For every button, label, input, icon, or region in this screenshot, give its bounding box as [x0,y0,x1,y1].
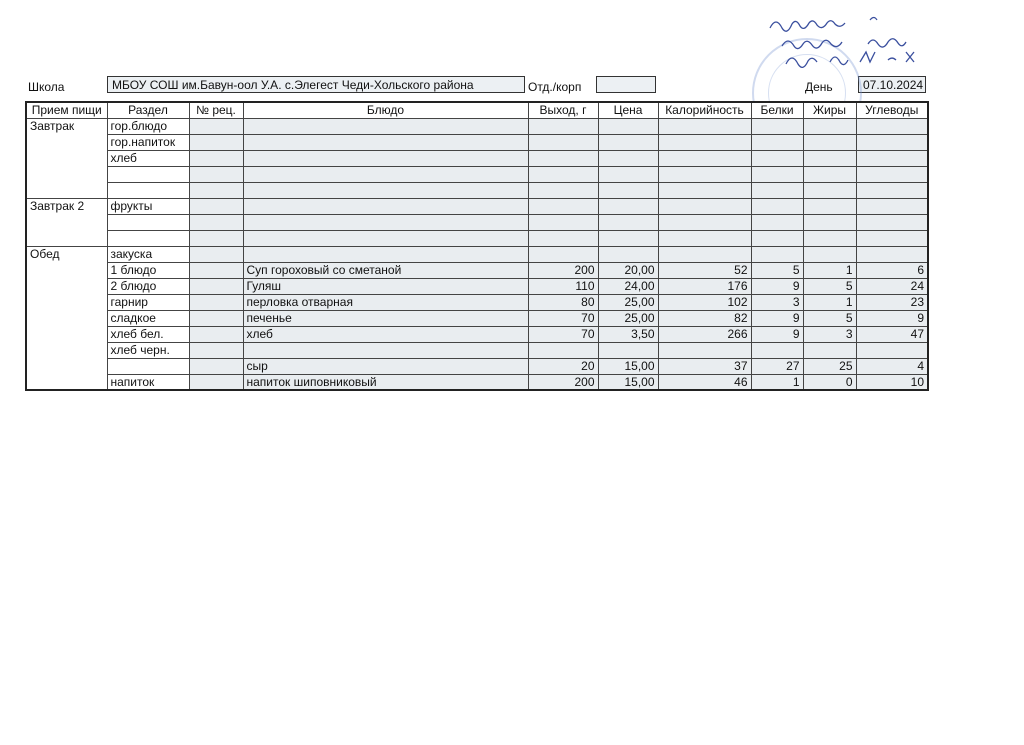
dish-cell: сыр [243,358,528,374]
yield-cell [528,150,598,166]
table-row [26,294,928,310]
recipe-cell [189,150,243,166]
col-header-calories: Калорийность [658,102,751,118]
col-header-yield: Выход, г [528,102,598,118]
recipe-cell [189,134,243,150]
price-cell [598,198,658,214]
dish-cell [243,198,528,214]
recipe-cell [189,214,243,230]
price-cell [598,150,658,166]
yield-cell [528,246,598,262]
calories-cell [658,166,751,182]
carbs-cell: 24 [856,278,928,294]
price-cell [598,134,658,150]
menu-table [25,101,929,391]
calories-cell [658,182,751,198]
section-cell: хлеб черн. [107,342,189,358]
carbs-cell [856,342,928,358]
calories-cell: 52 [658,262,751,278]
price-cell: 20,00 [598,262,658,278]
yield-cell: 80 [528,294,598,310]
price-cell: 15,00 [598,358,658,374]
calories-cell [658,214,751,230]
fat-cell: 5 [803,310,856,326]
price-cell [598,342,658,358]
dish-cell: перловка отварная [243,294,528,310]
school-label: Школа [28,80,65,94]
section-cell: 2 блюдо [107,278,189,294]
table-row [26,134,928,150]
fat-cell [803,342,856,358]
calories-cell [658,246,751,262]
section-cell: гор.блюдо [107,118,189,134]
dish-cell [243,214,528,230]
yield-cell [528,134,598,150]
table-row [26,118,928,134]
section-cell: напиток [107,374,189,390]
calories-cell [658,342,751,358]
fat-cell [803,118,856,134]
recipe-cell [189,342,243,358]
col-header-meal: Прием пищи [26,102,107,118]
dept-field [596,76,656,93]
protein-cell: 5 [751,262,803,278]
yield-cell: 20 [528,358,598,374]
dish-cell: хлеб [243,326,528,342]
recipe-cell [189,166,243,182]
carbs-cell: 10 [856,374,928,390]
fat-cell [803,150,856,166]
yield-cell [528,214,598,230]
table-row [26,326,928,342]
protein-cell [751,342,803,358]
calories-cell [658,230,751,246]
recipe-cell [189,198,243,214]
table-row [26,198,928,214]
yield-cell: 110 [528,278,598,294]
col-header-section: Раздел [107,102,189,118]
recipe-cell [189,230,243,246]
dept-label: Отд./корп [528,80,582,94]
protein-cell [751,182,803,198]
recipe-cell [189,326,243,342]
table-row [26,262,928,278]
price-cell: 25,00 [598,310,658,326]
section-cell [107,358,189,374]
section-cell [107,214,189,230]
calories-cell: 82 [658,310,751,326]
table-row [26,246,928,262]
dish-cell: напиток шиповниковый [243,374,528,390]
protein-cell: 3 [751,294,803,310]
calories-cell: 102 [658,294,751,310]
carbs-cell [856,118,928,134]
section-cell [107,230,189,246]
table-row [26,342,928,358]
day-field: 07.10.2024 [858,76,926,93]
fat-cell [803,214,856,230]
meal-name-cell: Завтрак [26,118,107,198]
dish-cell [243,182,528,198]
price-cell [598,118,658,134]
carbs-cell [856,182,928,198]
section-cell [107,182,189,198]
table-row [26,166,928,182]
dish-cell: печенье [243,310,528,326]
protein-cell [751,134,803,150]
dish-cell [243,230,528,246]
table-row [26,278,928,294]
price-cell [598,166,658,182]
table-row [26,358,928,374]
recipe-cell [189,118,243,134]
fat-cell: 0 [803,374,856,390]
section-cell: хлеб [107,150,189,166]
fat-cell [803,230,856,246]
fat-cell [803,246,856,262]
day-label: День [805,80,833,94]
dish-cell [243,134,528,150]
yield-cell [528,182,598,198]
section-cell: гор.напиток [107,134,189,150]
carbs-cell: 23 [856,294,928,310]
carbs-cell [856,150,928,166]
protein-cell: 9 [751,310,803,326]
protein-cell [751,246,803,262]
carbs-cell: 6 [856,262,928,278]
price-cell [598,214,658,230]
table-row [26,230,928,246]
carbs-cell: 9 [856,310,928,326]
dish-cell [243,150,528,166]
carbs-cell [856,198,928,214]
table-row [26,374,928,390]
col-header-dish: Блюдо [243,102,528,118]
protein-cell [751,198,803,214]
fat-cell: 25 [803,358,856,374]
recipe-cell [189,262,243,278]
yield-cell [528,342,598,358]
recipe-cell [189,294,243,310]
recipe-cell [189,374,243,390]
recipe-cell [189,278,243,294]
price-cell: 24,00 [598,278,658,294]
calories-cell: 46 [658,374,751,390]
fat-cell: 3 [803,326,856,342]
fat-cell: 1 [803,262,856,278]
section-cell: сладкое [107,310,189,326]
yield-cell [528,198,598,214]
recipe-cell [189,358,243,374]
fat-cell [803,134,856,150]
table-row [26,310,928,326]
col-header-protein: Белки [751,102,803,118]
protein-cell [751,118,803,134]
recipe-cell [189,182,243,198]
fat-cell: 5 [803,278,856,294]
fat-cell [803,166,856,182]
section-cell: закуска [107,246,189,262]
dish-cell [243,342,528,358]
yield-cell [528,118,598,134]
yield-cell: 200 [528,374,598,390]
carbs-cell [856,246,928,262]
meal-name-cell: Завтрак 2 [26,198,107,246]
table-row [26,150,928,166]
dish-cell [243,166,528,182]
fat-cell [803,198,856,214]
recipe-cell [189,310,243,326]
price-cell: 3,50 [598,326,658,342]
protein-cell [751,166,803,182]
price-cell [598,182,658,198]
table-row [26,214,928,230]
col-header-recipe: № рец. [189,102,243,118]
dish-cell: Гуляш [243,278,528,294]
protein-cell [751,214,803,230]
protein-cell: 9 [751,278,803,294]
fat-cell [803,182,856,198]
yield-cell: 70 [528,310,598,326]
carbs-cell [856,230,928,246]
dish-cell [243,118,528,134]
yield-cell: 200 [528,262,598,278]
carbs-cell [856,214,928,230]
price-cell [598,230,658,246]
price-cell: 15,00 [598,374,658,390]
meal-name-cell: Обед [26,246,107,390]
section-cell: 1 блюдо [107,262,189,278]
recipe-cell [189,246,243,262]
carbs-cell [856,166,928,182]
table-row [26,182,928,198]
dish-cell: Суп гороховый со сметаной [243,262,528,278]
protein-cell [751,230,803,246]
calories-cell [658,118,751,134]
protein-cell: 27 [751,358,803,374]
dish-cell [243,246,528,262]
calories-cell: 176 [658,278,751,294]
carbs-cell [856,134,928,150]
col-header-price: Цена [598,102,658,118]
section-cell: гарнир [107,294,189,310]
protein-cell: 9 [751,326,803,342]
calories-cell: 37 [658,358,751,374]
section-cell [107,166,189,182]
yield-cell [528,166,598,182]
school-name-field: МБОУ СОШ им.Бавун-оол У.А. с.Элегест Чеди-Хольского района [107,76,525,93]
section-cell: хлеб бел. [107,326,189,342]
price-cell [598,246,658,262]
calories-cell: 266 [658,326,751,342]
section-cell: фрукты [107,198,189,214]
table-header-row [26,102,928,118]
calories-cell [658,134,751,150]
fat-cell: 1 [803,294,856,310]
yield-cell [528,230,598,246]
yield-cell: 70 [528,326,598,342]
col-header-carbs: Углеводы [856,102,928,118]
col-header-fat: Жиры [803,102,856,118]
carbs-cell: 4 [856,358,928,374]
approval-signature [760,6,960,68]
price-cell: 25,00 [598,294,658,310]
protein-cell [751,150,803,166]
protein-cell: 1 [751,374,803,390]
carbs-cell: 47 [856,326,928,342]
calories-cell [658,198,751,214]
calories-cell [658,150,751,166]
